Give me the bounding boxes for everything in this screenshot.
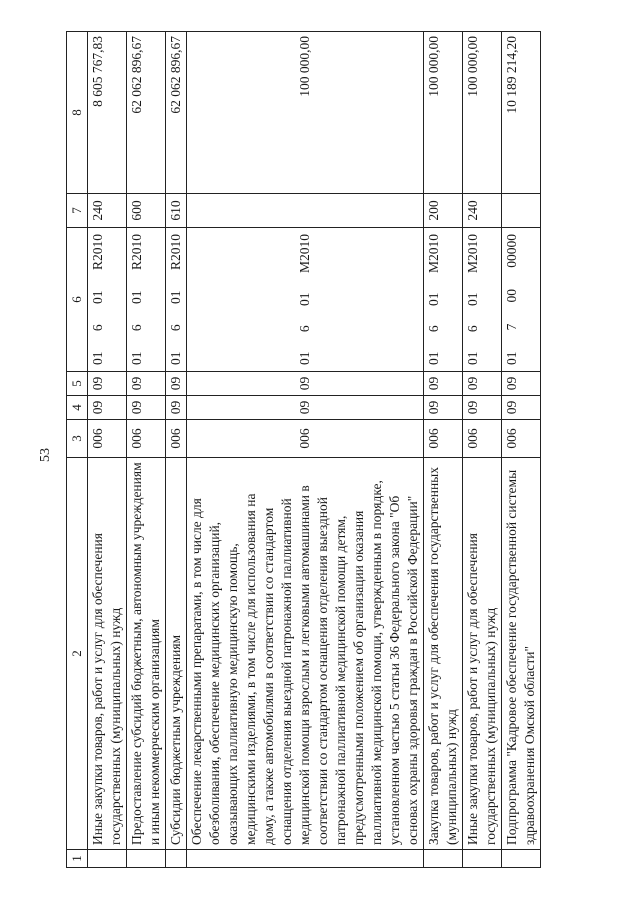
- target-code-part: 01: [465, 351, 480, 365]
- target-code-part: 01: [168, 290, 183, 304]
- target-code-part: 00: [504, 288, 519, 303]
- table-row: [166, 32, 187, 868]
- target-code-part: 01: [90, 351, 105, 365]
- target-code-part: 7: [504, 323, 519, 331]
- amount-cell: 100 000,00: [463, 32, 502, 194]
- target-code-parts: [128, 232, 146, 367]
- target-code-part: M2010: [465, 234, 480, 274]
- code-section-cell: 09: [424, 396, 463, 420]
- code-ministry-cell: 006: [463, 420, 502, 458]
- target-code-part: 6: [90, 324, 105, 332]
- amount-cell: 100 000,00: [424, 32, 463, 194]
- header-cell: 8: [67, 32, 88, 194]
- table-row: [127, 32, 166, 868]
- target-code-part: 01: [465, 292, 480, 306]
- row-number-cell: [424, 850, 463, 868]
- row-number-cell: [463, 850, 502, 868]
- row-name-cell: Субсидии бюджетным учреждениям: [166, 458, 187, 850]
- target-code-part: 00000: [504, 234, 519, 268]
- header-cell: 7: [67, 194, 88, 228]
- row-number-cell: [187, 850, 424, 868]
- code-target-cell: [127, 228, 166, 372]
- target-code-part: M2010: [426, 234, 441, 274]
- target-code-part: 01: [129, 351, 144, 365]
- amount-cell: 10 189 214,20: [502, 32, 541, 194]
- row-name-cell: Обеспечение лекарственными препаратами, в том числе для обезболивания, обеспечение медицинских организаций, оказывающих паллиативную медицинскую помощь, медицинскими изделиями, в том числе для использования на дому, а также автомобилями в соответствии со стандартом оснащения отделения выездной патронажной паллиативной медицинской помощи взрослым и легковыми автомашинами в соответствии со стандартом оснащения отделения выездной патронажной паллиативной медицинской помощи детям, предусмотренными положением об организации оказания паллиативной медицинской помощи, утвержденным в порядке, установленном частью 5 статьи 36 Федерального закона "Об основах охраны здоровья граждан в Российской Федерации": [187, 458, 424, 850]
- code-target-cell: [166, 228, 187, 372]
- target-code-parts: [89, 232, 107, 367]
- header-cell: 5: [67, 372, 88, 396]
- code-subsection-cell: 09: [88, 372, 127, 396]
- header-cell: 1: [67, 850, 88, 868]
- code-ministry-cell: 006: [502, 420, 541, 458]
- code-subsection-cell: 09: [187, 372, 424, 396]
- header-cell: 2: [67, 458, 88, 850]
- target-code-part: 01: [297, 351, 312, 365]
- target-code-part: 6: [297, 325, 312, 333]
- target-code-part: 01: [297, 292, 312, 306]
- code-subsection-cell: 09: [166, 372, 187, 396]
- code-type-cell: [502, 194, 541, 228]
- code-ministry-cell: 006: [187, 420, 424, 458]
- code-type-cell: 610: [166, 194, 187, 228]
- table-row: [187, 32, 424, 868]
- target-code-part: 01: [129, 290, 144, 304]
- target-code-parts: [167, 232, 185, 367]
- header-cell: 3: [67, 420, 88, 458]
- row-name-cell: Закупка товаров, работ и услуг для обеспечения государственных (муниципальных) нужд: [424, 458, 463, 850]
- code-section-cell: 09: [187, 396, 424, 420]
- table-row: [424, 32, 463, 868]
- code-ministry-cell: 006: [166, 420, 187, 458]
- code-target-cell: [88, 228, 127, 372]
- table-row: [463, 32, 502, 868]
- target-code-part: 6: [426, 325, 441, 333]
- target-code-part: M2010: [297, 234, 312, 274]
- row-name-cell: Подпрограмма "Кадровое обеспечение государственной системы здравоохранения Омской области": [502, 458, 541, 850]
- row-name-cell: Предоставление субсидий бюджетным, автономным учреждениям и иным некоммерческим организациям: [127, 458, 166, 850]
- row-number-cell: [166, 850, 187, 868]
- page-number: 53: [38, 448, 53, 462]
- code-target-cell: [187, 228, 424, 372]
- target-code-part: R2010: [90, 234, 105, 271]
- rotated-document: [40, 32, 600, 868]
- code-subsection-cell: 09: [424, 372, 463, 396]
- code-target-cell: [502, 228, 541, 372]
- code-ministry-cell: 006: [88, 420, 127, 458]
- code-section-cell: 09: [127, 396, 166, 420]
- target-code-part: 01: [426, 292, 441, 306]
- row-number-cell: [88, 850, 127, 868]
- header-row: [67, 32, 88, 868]
- amount-cell: 100 000,00: [187, 32, 424, 194]
- amount-cell: 8 605 767,83: [88, 32, 127, 194]
- target-code-part: R2010: [168, 234, 183, 271]
- table-row: [502, 32, 541, 868]
- code-type-cell: 240: [88, 194, 127, 228]
- header-cell: 6: [67, 228, 88, 372]
- code-type-cell: 200: [424, 194, 463, 228]
- target-code-parts: [296, 232, 314, 367]
- code-section-cell: 09: [88, 396, 127, 420]
- target-code-part: 01: [168, 351, 183, 365]
- target-code-part: 6: [168, 324, 183, 332]
- target-code-part: 6: [129, 324, 144, 332]
- code-subsection-cell: 09: [463, 372, 502, 396]
- target-code-part: R2010: [129, 234, 144, 271]
- row-number-cell: [502, 850, 541, 868]
- target-code-part: 01: [426, 351, 441, 365]
- amount-cell: 62 062 896,67: [127, 32, 166, 194]
- code-ministry-cell: 006: [424, 420, 463, 458]
- code-type-cell: 600: [127, 194, 166, 228]
- target-code-part: 01: [90, 290, 105, 304]
- code-target-cell: [463, 228, 502, 372]
- row-name-cell: Иные закупки товаров, работ и услуг для обеспечения государственных (муниципальных) нужд: [463, 458, 502, 850]
- header-cell: 4: [67, 396, 88, 420]
- target-code-part: 6: [465, 325, 480, 333]
- target-code-part: 01: [504, 351, 519, 365]
- code-section-cell: 09: [166, 396, 187, 420]
- code-type-cell: 240: [463, 194, 502, 228]
- code-subsection-cell: 09: [502, 372, 541, 396]
- budget-table: [66, 31, 541, 868]
- target-code-parts: [503, 232, 521, 367]
- code-ministry-cell: 006: [127, 420, 166, 458]
- code-section-cell: 09: [463, 396, 502, 420]
- row-name-cell: Иные закупки товаров, работ и услуг для обеспечения государственных (муниципальных) нужд: [88, 458, 127, 850]
- code-section-cell: 09: [502, 396, 541, 420]
- row-number-cell: [127, 850, 166, 868]
- target-code-parts: [464, 232, 482, 367]
- code-target-cell: [424, 228, 463, 372]
- code-subsection-cell: 09: [127, 372, 166, 396]
- target-code-parts: [425, 232, 443, 367]
- code-type-cell: [187, 194, 424, 228]
- amount-cell: 62 062 896,67: [166, 32, 187, 194]
- table-row: [88, 32, 127, 868]
